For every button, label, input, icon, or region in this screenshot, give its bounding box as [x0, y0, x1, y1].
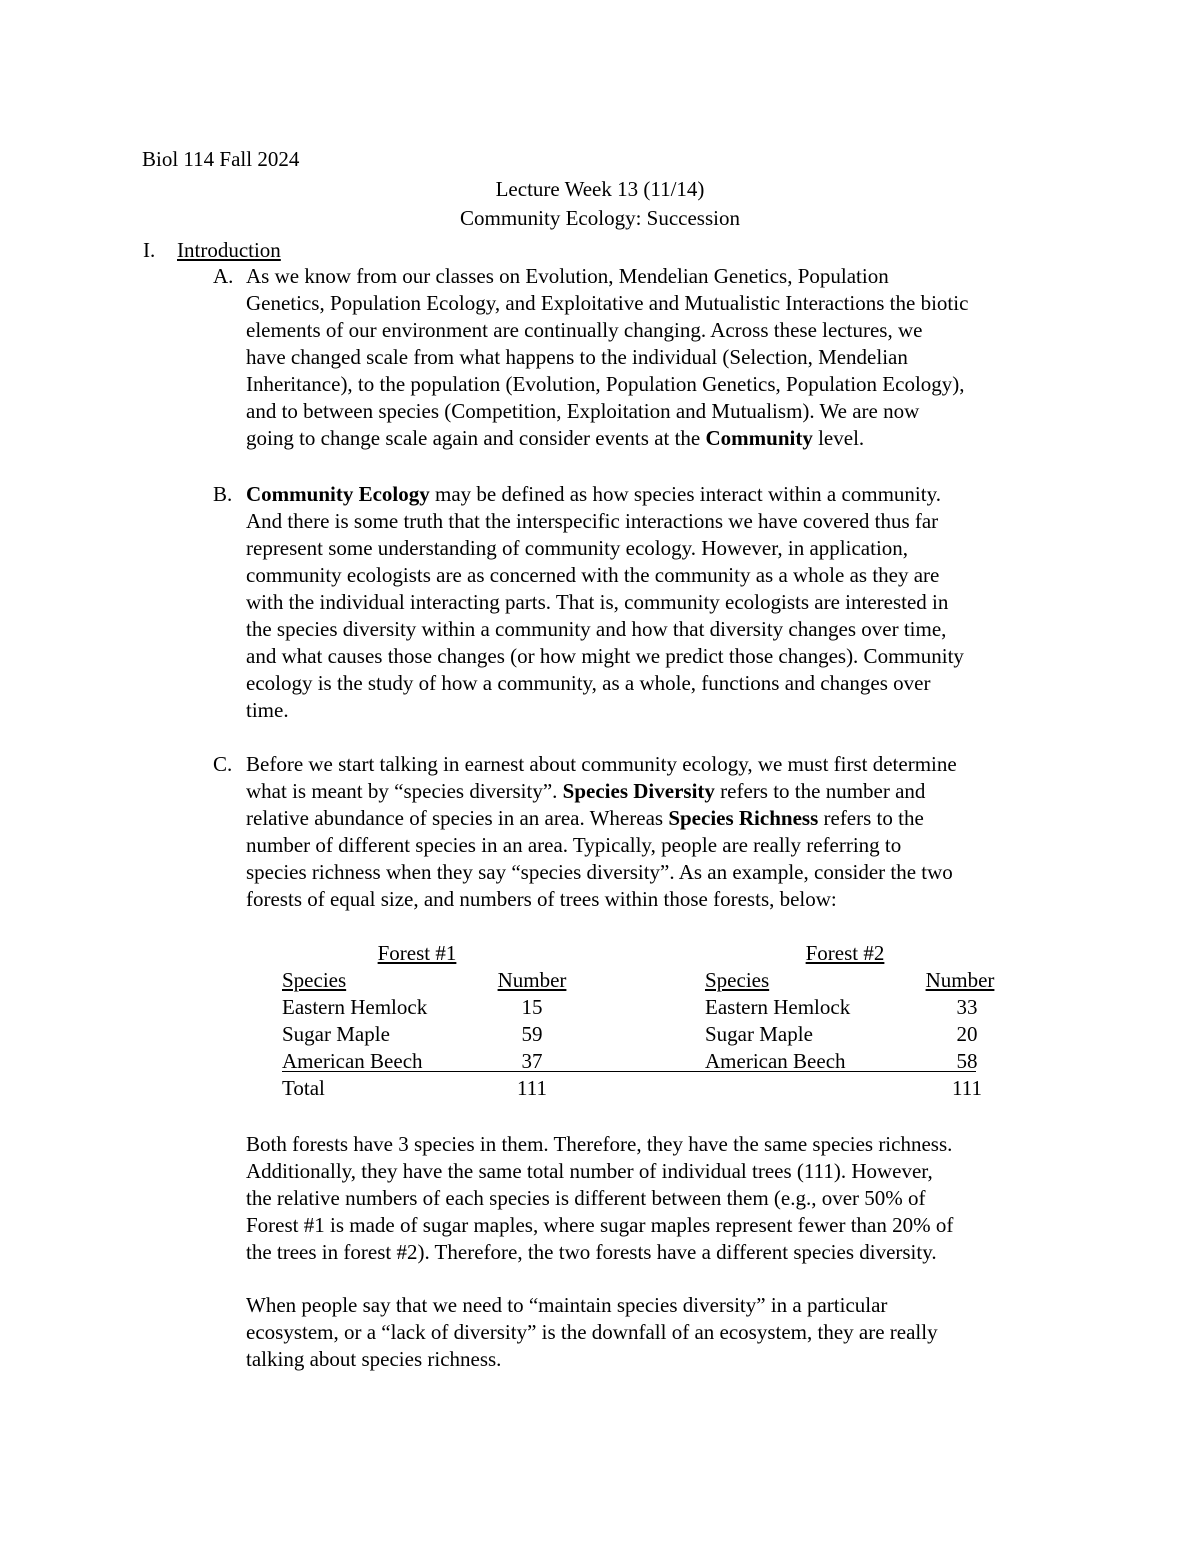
paragraph-c-text: refers to the: [818, 806, 924, 830]
number-column-header: Number: [925, 968, 995, 992]
paragraph-c-marker: C.: [213, 752, 233, 776]
paragraph-e: [246, 1292, 1076, 1373]
paragraph-b-line: ecology is the study of how a community, as a whole, functions and changes over: [246, 671, 931, 695]
paragraph-d-line: Forest #1 is made of sugar maples, where sugar maples represent fewer than 20% of: [246, 1213, 954, 1237]
paragraph-c-line: number of different species in an area. Typically, people are really referring to: [246, 833, 902, 857]
forest-1-title: [282, 940, 552, 967]
species-cell: Eastern Hemlock: [282, 995, 428, 1019]
number-cell: 15: [521, 995, 543, 1019]
number-cell: 58: [956, 1049, 978, 1073]
paragraph-d-line: Additionally, they have the same total number of individual trees (111). However,: [246, 1159, 933, 1183]
term-species-richness: Species Richness: [668, 806, 819, 830]
table-divider: [282, 1071, 976, 1072]
species-cell: American Beech: [282, 1049, 423, 1073]
paragraph-a-line: elements of our environment are continually changing. Across these lectures, we: [246, 318, 923, 342]
species-cell: Sugar Maple: [282, 1022, 390, 1046]
paragraph-b-line: and what causes those changes (or how might we predict those changes). Community: [246, 644, 964, 668]
species-column-header: Species: [282, 968, 347, 992]
paragraph-d: [246, 1131, 1076, 1266]
paragraph-c: [246, 751, 1076, 913]
paragraph-a-line: and to between species (Competition, Exploitation and Mutualism). We are now: [246, 399, 920, 423]
paragraph-b-text: may be defined as how species interact within a community.: [429, 482, 941, 506]
number-column-header: Number: [497, 968, 567, 992]
paragraph-c-text: relative abundance of species in an area. Whereas: [246, 806, 669, 830]
forest-2-title-text: Forest #2: [805, 941, 885, 965]
paragraph-b-line: time.: [246, 698, 289, 722]
total-cell: 111: [517, 1076, 547, 1100]
number-cell: 20: [956, 1022, 978, 1046]
number-cell: 37: [521, 1049, 543, 1073]
paragraph-c-line: [246, 778, 1076, 805]
paragraph-c-text: refers to the number and: [714, 779, 926, 803]
paragraph-d-line: the trees in forest #2). Therefore, the two forests have a different species diversity.: [246, 1240, 937, 1264]
section-number: I.: [143, 238, 156, 262]
paragraph-a-line: Genetics, Population Ecology, and Exploitative and Mutualistic Interactions the biotic: [246, 291, 969, 315]
number-cell: 33: [956, 995, 978, 1019]
paragraph-b-line: represent some understanding of community ecology. However, in application,: [246, 536, 909, 560]
section-title: Introduction: [177, 238, 281, 262]
total-label: Total: [282, 1076, 325, 1100]
paragraph-d-line: Both forests have 3 species in them. Therefore, they have the same species richness.: [246, 1132, 953, 1156]
lecture-title: Lecture Week 13 (11/14): [495, 177, 705, 201]
paragraph-a-line: have changed scale from what happens to the individual (Selection, Mendelian: [246, 345, 908, 369]
paragraph-b-line: And there is some truth that the interspecific interactions we have covered thus far: [246, 509, 939, 533]
paragraph-b: [246, 481, 1076, 724]
species-cell: American Beech: [705, 1049, 846, 1073]
paragraph-a-text: level.: [812, 426, 865, 450]
paragraph-a-line: As we know from our classes on Evolution, Mendelian Genetics, Population: [246, 264, 889, 288]
paragraph-c-line: forests of equal size, and numbers of trees within those forests, below:: [246, 887, 837, 911]
paragraph-d-line: the relative numbers of each species is different between them (e.g., over 50% of: [246, 1186, 926, 1210]
term-species-diversity: Species Diversity: [562, 779, 715, 803]
paragraph-e-line: ecosystem, or a “lack of diversity” is the downfall of an ecosystem, they are really: [246, 1320, 938, 1344]
species-column-header: Species: [705, 968, 770, 992]
forest-1-title-text: Forest #1: [377, 941, 457, 965]
species-cell: Sugar Maple: [705, 1022, 813, 1046]
paragraph-b-marker: B.: [213, 482, 233, 506]
number-cell: 59: [521, 1022, 543, 1046]
paragraph-a-line: Inheritance), to the population (Evolution, Population Genetics, Population Ecology),: [246, 372, 965, 396]
paragraph-c-line: [246, 805, 1076, 832]
paragraph-e-line: When people say that we need to “maintain species diversity” in a particular: [246, 1293, 888, 1317]
paragraph-a: [246, 263, 1076, 452]
paragraph-b-line: [246, 481, 1076, 508]
paragraph-a-marker: A.: [213, 264, 234, 288]
total-cell: 111: [952, 1076, 982, 1100]
paragraph-c-line: Before we start talking in earnest about community ecology, we must first determine: [246, 752, 957, 776]
paragraph-a-line: [246, 425, 1076, 452]
topic-title: Community Ecology: Succession: [460, 206, 740, 230]
paragraph-b-line: community ecologists are as concerned with the community as a whole as they are: [246, 563, 940, 587]
paragraph-b-line: the species diversity within a community and how that diversity changes over time,: [246, 617, 947, 641]
term-community-ecology: Community Ecology: [246, 482, 430, 506]
paragraph-c-text: what is meant by “species diversity”.: [246, 779, 563, 803]
species-cell: Eastern Hemlock: [705, 995, 851, 1019]
term-community: Community: [705, 426, 813, 450]
paragraph-e-line: talking about species richness.: [246, 1347, 502, 1371]
forest-2-title: [705, 940, 985, 967]
paragraph-b-line: with the individual interacting parts. That is, community ecologists are interested in: [246, 590, 949, 614]
paragraph-a-text: going to change scale again and consider events at the: [246, 426, 706, 450]
paragraph-c-line: species richness when they say “species diversity”. As an example, consider the two: [246, 860, 953, 884]
course-label: Biol 114 Fall 2024: [142, 147, 300, 171]
